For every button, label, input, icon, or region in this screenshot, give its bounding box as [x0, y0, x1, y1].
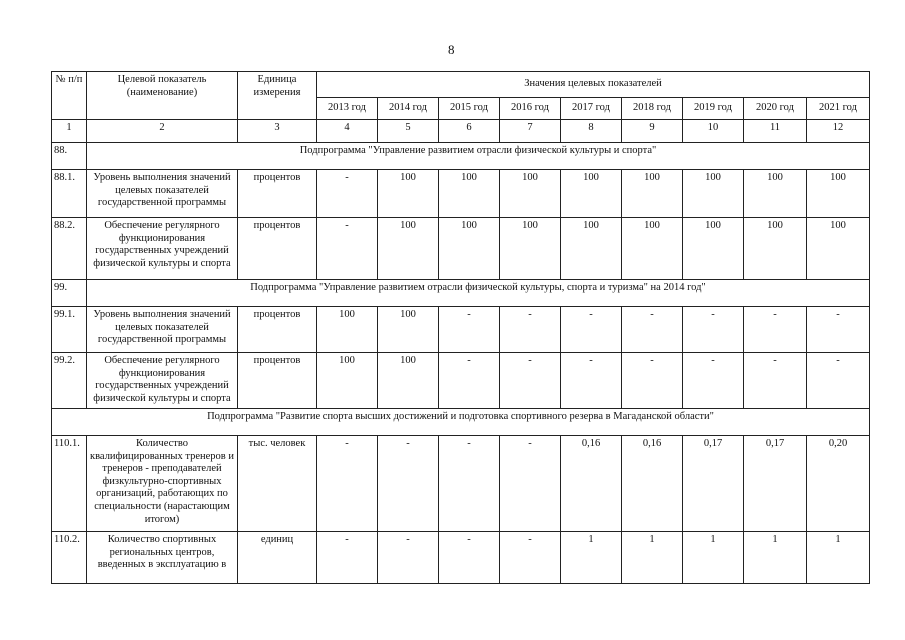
value-cell: 100 [500, 170, 561, 218]
value-cell: - [622, 353, 683, 409]
value-cell: - [807, 307, 870, 353]
table-row [52, 307, 870, 353]
value-cell: 0,16 [561, 436, 622, 532]
value-cell: 1 [561, 532, 622, 584]
value-cell: - [744, 353, 807, 409]
value-cell: 100 [378, 353, 439, 409]
target-indicators-table [51, 71, 870, 584]
column-number: 11 [744, 120, 807, 143]
row-number: 99.2. [52, 353, 87, 409]
value-cell: 1 [683, 532, 744, 584]
value-cell: - [622, 307, 683, 353]
indicator-name: Количество квалифицированных тренеров и тренеров - преподавателей физкультурно-спортивных организаций, работающих по специальности (нарастающим итогом) [87, 436, 238, 532]
value-cell: 100 [378, 307, 439, 353]
indicator-name: Уровень выполнения значений целевых показателей государственной программы [87, 307, 238, 353]
subprogram-row [52, 280, 870, 307]
column-number: 10 [683, 120, 744, 143]
column-number: 7 [500, 120, 561, 143]
value-cell: 0,20 [807, 436, 870, 532]
value-cell: 100 [744, 170, 807, 218]
header-year: 2014 год [378, 98, 439, 120]
value-cell: 100 [622, 218, 683, 280]
value-cell: - [439, 307, 500, 353]
indicator-name: Уровень выполнения значений целевых показателей государственной программы [87, 170, 238, 218]
column-number: 1 [52, 120, 87, 143]
value-cell: 100 [683, 170, 744, 218]
header-year: 2015 год [439, 98, 500, 120]
header-year: 2019 год [683, 98, 744, 120]
value-cell: - [439, 436, 500, 532]
value-cell: 0,17 [744, 436, 807, 532]
column-number: 9 [622, 120, 683, 143]
row-number: 110.2. [52, 532, 87, 584]
subprogram-number: 88. [52, 143, 87, 170]
value-cell: 1 [744, 532, 807, 584]
subprogram-row [52, 143, 870, 170]
subprogram-title: Подпрограмма "Управление развитием отрасли физической культуры и спорта" [87, 143, 870, 170]
column-number: 4 [317, 120, 378, 143]
value-cell: 0,16 [622, 436, 683, 532]
value-cell: 100 [683, 218, 744, 280]
column-number: 5 [378, 120, 439, 143]
value-cell: - [500, 436, 561, 532]
row-number: 88.2. [52, 218, 87, 280]
unit-cell: тыс. человек [238, 436, 317, 532]
value-cell: - [317, 170, 378, 218]
value-cell: - [561, 353, 622, 409]
unit-cell: процентов [238, 218, 317, 280]
subprogram-number: 99. [52, 280, 87, 307]
value-cell: - [500, 353, 561, 409]
unit-cell: единиц [238, 532, 317, 584]
value-cell: 100 [744, 218, 807, 280]
table-row [52, 532, 870, 584]
header-num: № п/п [52, 72, 87, 120]
header-year: 2013 год [317, 98, 378, 120]
row-number: 88.1. [52, 170, 87, 218]
value-cell: - [807, 353, 870, 409]
table-row [52, 436, 870, 532]
column-number: 6 [439, 120, 500, 143]
column-number: 2 [87, 120, 238, 143]
value-cell: 100 [561, 170, 622, 218]
subprogram-title: Подпрограмма "Развитие спорта высших достижений и подготовка спортивного резерва в Магаданской области" [52, 409, 870, 436]
value-cell: 100 [378, 218, 439, 280]
subprogram-title: Подпрограмма "Управление развитием отрасли физической культуры, спорта и туризма" на 2014 год" [87, 280, 870, 307]
value-cell: - [744, 307, 807, 353]
value-cell: - [561, 307, 622, 353]
value-cell: - [317, 436, 378, 532]
header-year: 2018 год [622, 98, 683, 120]
value-cell: - [439, 532, 500, 584]
indicator-name: Обеспечение регулярного функционирования государственных учреждений физической культуры и спорта [87, 353, 238, 409]
value-cell: 100 [317, 307, 378, 353]
value-cell: 100 [561, 218, 622, 280]
column-number: 12 [807, 120, 870, 143]
unit-cell: процентов [238, 353, 317, 409]
value-cell: - [683, 307, 744, 353]
table-row [52, 218, 870, 280]
value-cell: - [378, 532, 439, 584]
value-cell: 100 [317, 353, 378, 409]
header-year: 2020 год [744, 98, 807, 120]
column-number: 8 [561, 120, 622, 143]
value-cell: 100 [500, 218, 561, 280]
value-cell: - [378, 436, 439, 532]
value-cell: - [317, 532, 378, 584]
value-cell: 100 [378, 170, 439, 218]
page-number: 8 [448, 42, 455, 57]
value-cell: - [683, 353, 744, 409]
value-cell: - [439, 353, 500, 409]
indicator-name: Количество спортивных региональных центров, введенных в эксплуатацию в [87, 532, 238, 584]
value-cell: 0,17 [683, 436, 744, 532]
unit-cell: процентов [238, 307, 317, 353]
header-year: 2017 год [561, 98, 622, 120]
header-indicator: Целевой показатель (наименование) [87, 72, 238, 120]
header-values: Значения целевых показателей [317, 72, 870, 98]
value-cell: - [500, 532, 561, 584]
header-year: 2021 год [807, 98, 870, 120]
value-cell: 100 [622, 170, 683, 218]
header-unit: Единица измерения [238, 72, 317, 120]
value-cell: 1 [807, 532, 870, 584]
table-row [52, 353, 870, 409]
value-cell: 1 [622, 532, 683, 584]
table-row [52, 170, 870, 218]
value-cell: 100 [439, 218, 500, 280]
unit-cell: процентов [238, 170, 317, 218]
header-year: 2016 год [500, 98, 561, 120]
value-cell: 100 [807, 218, 870, 280]
row-number: 99.1. [52, 307, 87, 353]
row-number: 110.1. [52, 436, 87, 532]
column-number: 3 [238, 120, 317, 143]
value-cell: 100 [807, 170, 870, 218]
value-cell: - [500, 307, 561, 353]
subprogram-row [52, 409, 870, 436]
indicator-name: Обеспечение регулярного функционирования государственных учреждений физической культуры и спорта [87, 218, 238, 280]
value-cell: 100 [439, 170, 500, 218]
value-cell: - [317, 218, 378, 280]
